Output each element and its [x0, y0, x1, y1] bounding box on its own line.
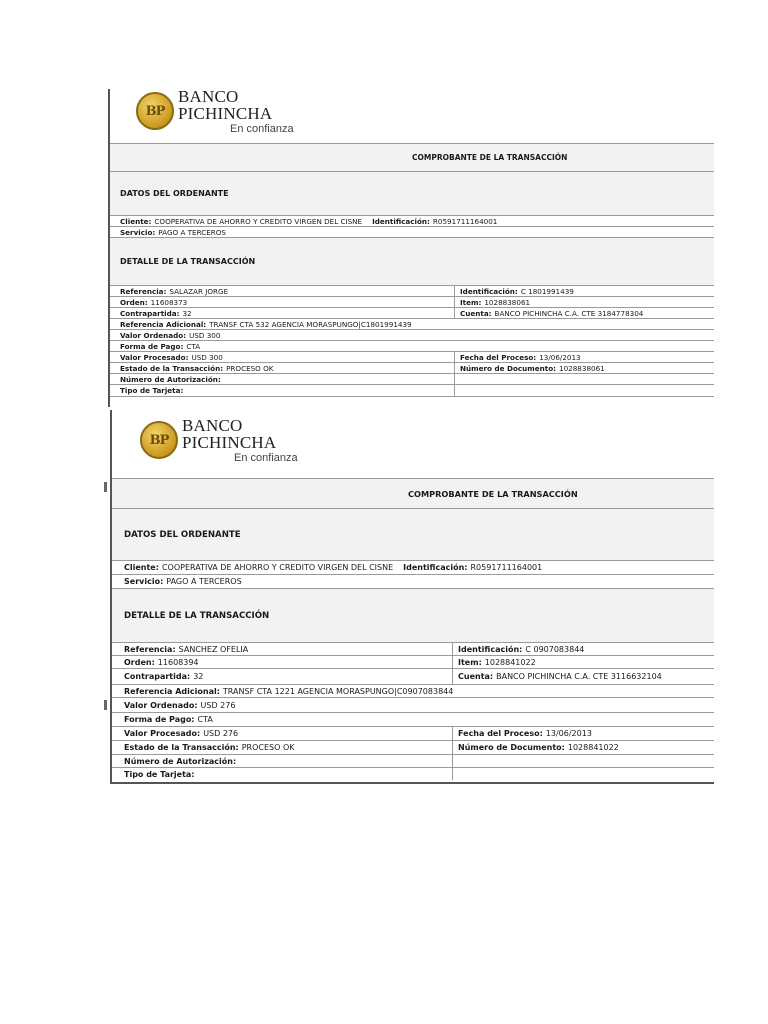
receipt-title: COMPROBANTE DE LA TRANSACCIÓN [412, 153, 568, 162]
servicio-value: PAGO A TERCEROS [166, 577, 242, 586]
cliente-row [110, 215, 714, 226]
bank-logo [124, 86, 310, 135]
estado-row [110, 362, 714, 373]
referencia-adicional-value: TRANSF CTA 1221 AGENCIA MORASPUNGO|C0907083844 [222, 686, 454, 696]
receipt-title: COMPROBANTE DE LA TRANSACCIÓN [408, 488, 578, 499]
id-beneficiario-label: Identificación: [458, 644, 523, 654]
bank-tagline: En confianza [234, 451, 298, 464]
contrapartida-label: Contrapartida: [120, 308, 180, 318]
referencia-adicional-value: TRANSF CTA 532 AGENCIA MORASPUNGO|C1801991439 [209, 319, 412, 329]
numero-documento-value: 1028838061 [559, 363, 605, 373]
referencia-row [110, 285, 714, 296]
bank-name: BANCO PICHINCHA [178, 86, 273, 123]
referencia-adicional-label: Referencia Adicional: [120, 319, 207, 329]
orden-row [110, 296, 714, 307]
tarjeta-label: Tipo de Tarjeta: [120, 386, 184, 395]
identificacion-label: Identificación: [403, 563, 468, 572]
servicio-row [112, 574, 714, 588]
detalle-section-row [110, 237, 714, 285]
servicio-label: Servicio: [120, 227, 156, 237]
estado-label: Estado de la Transacción: [124, 743, 239, 752]
id-beneficiario-value: C 1801991439 [520, 286, 574, 296]
estado-label: Estado de la Transacción: [120, 363, 224, 373]
identificacion-label: Identificación: [372, 216, 430, 226]
valor-ordenado-label: Valor Ordenado: [120, 330, 187, 340]
identificacion-value: R0591711164001 [432, 216, 498, 226]
forma-pago-value: CTA [197, 715, 213, 724]
ordenante-heading: DATOS DEL ORDENANTE [124, 529, 241, 540]
referencia-label: Referencia: [124, 644, 176, 654]
ordenante-section-row [112, 508, 714, 560]
servicio-label: Servicio: [124, 577, 164, 586]
valor-procesado-value: USD 300 [191, 352, 223, 362]
orden-value: 11608394 [157, 657, 199, 667]
cliente-value: COOPERATIVA DE AHORRO Y CREDITO VIRGEN DEL CISNE [161, 563, 394, 572]
referencia-adicional-row [112, 684, 714, 697]
valor-procesado-value: USD 276 [203, 729, 239, 738]
cliente-value: COOPERATIVA DE AHORRO Y CREDITO VIRGEN DEL CISNE [154, 216, 363, 226]
servicio-value: PAGO A TERCEROS [158, 227, 226, 237]
estado-row [112, 740, 714, 754]
edge-mark [104, 700, 107, 710]
detalle-heading: DETALLE DE LA TRANSACCIÓN [124, 610, 270, 621]
id-beneficiario-value: C 0907083844 [525, 644, 585, 654]
forma-pago-value: CTA [186, 341, 201, 351]
referencia-value: SALAZAR JORGE [169, 286, 229, 296]
id-beneficiario-label: Identificación: [460, 286, 518, 296]
autorizacion-row [112, 754, 714, 767]
servicio-row [110, 226, 714, 237]
item-value: 1028838061 [484, 297, 531, 307]
numero-documento-value: 1028841022 [567, 743, 619, 752]
numero-documento-label: Número de Documento: [460, 363, 557, 373]
referencia-adicional-row [110, 318, 714, 329]
receipt-title-row [112, 478, 714, 508]
receipt-title-row [110, 143, 714, 171]
valor-procesado-label: Valor Procesado: [124, 729, 201, 738]
cuenta-label: Cuenta: [458, 672, 494, 681]
valor-procesado-label: Valor Procesado: [120, 352, 189, 362]
referencia-value: SANCHEZ OFELIA [178, 644, 249, 654]
bank-tagline: En confianza [230, 122, 294, 135]
detalle-section-row [112, 588, 714, 642]
forma-pago-row [112, 712, 714, 726]
referencia-adicional-label: Referencia Adicional: [124, 686, 220, 696]
tarjeta-row [110, 384, 714, 396]
bank-logo [128, 416, 314, 464]
autorizacion-label: Número de Autorización: [120, 374, 221, 384]
valor-procesado-row [110, 351, 714, 362]
bank-coin-icon: BP [136, 92, 174, 130]
referencia-row [112, 642, 714, 655]
fecha-proceso-label: Fecha del Proceso: [458, 729, 543, 738]
bank-coin-icon: BP [140, 421, 178, 459]
cliente-label: Cliente: [120, 216, 152, 226]
orden-row [112, 655, 714, 668]
referencia-label: Referencia: [120, 286, 167, 296]
identificacion-value: R0591711164001 [470, 563, 543, 572]
item-value: 1028841022 [484, 657, 536, 667]
orden-label: Orden: [120, 297, 148, 307]
ordenante-section-row [110, 171, 714, 215]
tarjeta-label: Tipo de Tarjeta: [124, 769, 195, 779]
valor-ordenado-value: USD 300 [189, 330, 221, 340]
contrapartida-label: Contrapartida: [124, 672, 191, 681]
contrapartida-row [110, 307, 714, 318]
orden-value: 11608373 [150, 297, 188, 307]
cuenta-value: BANCO PICHINCHA C.A. CTE 3184778304 [494, 308, 644, 318]
valor-ordenado-label: Valor Ordenado: [124, 700, 198, 710]
cliente-row [112, 560, 714, 574]
orden-label: Orden: [124, 657, 155, 667]
valor-ordenado-row [110, 329, 714, 340]
cliente-label: Cliente: [124, 563, 159, 572]
autorizacion-label: Número de Autorización: [124, 756, 237, 766]
cuenta-value: BANCO PICHINCHA C.A. CTE 3116632104 [496, 672, 662, 681]
fecha-proceso-label: Fecha del Proceso: [460, 352, 537, 362]
bank-name: BANCO PICHINCHA [182, 415, 277, 452]
detalle-heading: DETALLE DE LA TRANSACCIÓN [120, 257, 256, 266]
forma-pago-row [110, 340, 714, 351]
contrapartida-value: 32 [182, 308, 192, 318]
tarjeta-row [112, 767, 714, 780]
edge-mark [104, 482, 107, 492]
cuenta-label: Cuenta: [460, 308, 492, 318]
item-label: Item: [460, 297, 482, 307]
table-bottom-rule [110, 396, 714, 397]
ordenante-heading: DATOS DEL ORDENANTE [120, 189, 229, 198]
forma-pago-label: Forma de Pago: [120, 341, 184, 351]
receipt-2 [110, 410, 714, 784]
valor-ordenado-value: USD 276 [200, 700, 236, 710]
autorizacion-row [110, 373, 714, 384]
estado-value: PROCESO OK [226, 363, 274, 373]
forma-pago-label: Forma de Pago: [124, 715, 195, 724]
fecha-proceso-value: 13/06/2013 [545, 729, 592, 738]
valor-ordenado-row [112, 697, 714, 712]
valor-procesado-row [112, 726, 714, 740]
estado-value: PROCESO OK [241, 743, 295, 752]
numero-documento-label: Número de Documento: [458, 743, 565, 752]
receipt-1 [108, 86, 714, 407]
item-label: Item: [458, 657, 482, 667]
contrapartida-value: 32 [193, 672, 204, 681]
contrapartida-row [112, 668, 714, 684]
fecha-proceso-value: 13/06/2013 [539, 352, 581, 362]
